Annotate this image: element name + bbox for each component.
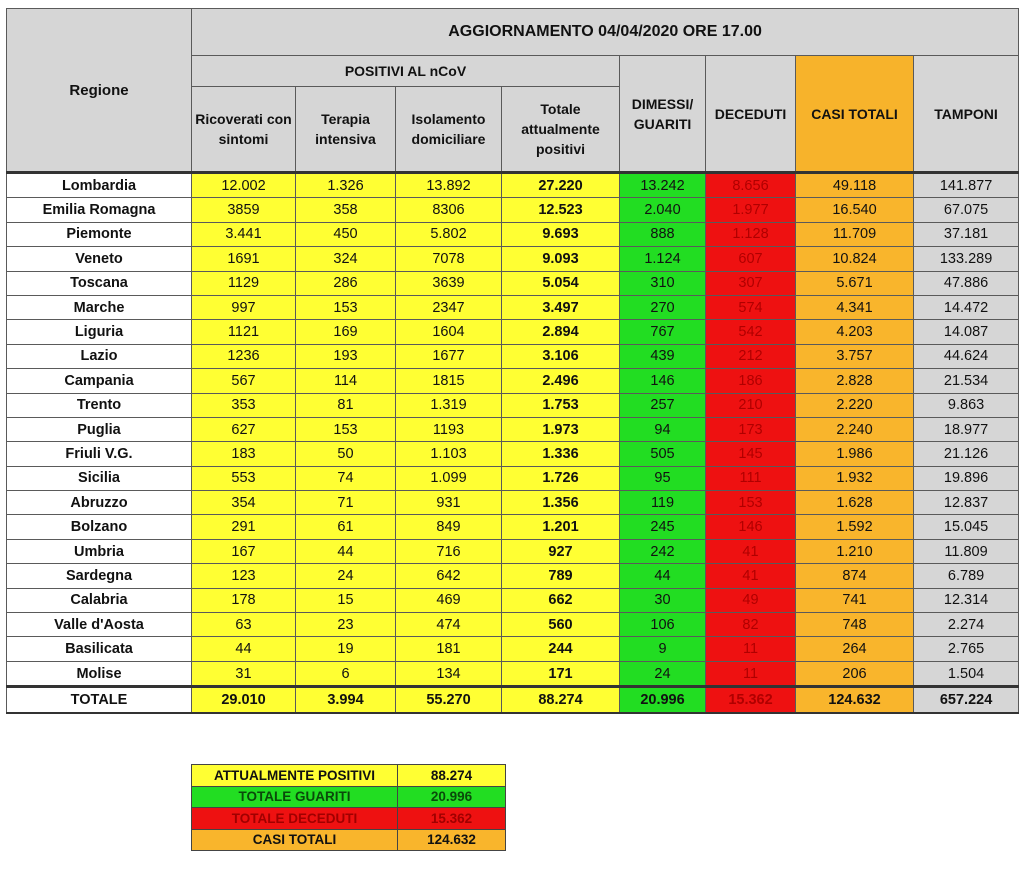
totale-positivi-cell: 2.894: [502, 320, 620, 344]
deceduti-cell: 145: [706, 442, 796, 466]
guariti-cell: 95: [620, 466, 706, 490]
summary-label: TOTALE DECEDUTI: [192, 808, 398, 830]
casi-totali-cell: 1.628: [796, 491, 914, 515]
table-row: [7, 661, 1019, 686]
deceduti-cell: 574: [706, 295, 796, 319]
ricoverati-cell: 997: [192, 295, 296, 319]
guariti-cell: 13.242: [620, 173, 706, 198]
totale-positivi-cell: 244: [502, 637, 620, 661]
tamponi-header: TAMPONI: [914, 56, 1019, 173]
region-cell: Emilia Romagna: [7, 198, 192, 222]
ricoverati-cell: 12.002: [192, 173, 296, 198]
isolamento-cell: 931: [396, 491, 502, 515]
region-cell: Calabria: [7, 588, 192, 612]
region-cell: Friuli V.G.: [7, 442, 192, 466]
terapia-cell: 71: [296, 491, 396, 515]
ricoverati-header: Ricoverati con sintomi: [192, 87, 296, 173]
totale-positivi-cell: 9.693: [502, 222, 620, 246]
summary-value: 15.362: [398, 808, 506, 830]
deceduti-header: DECEDUTI: [706, 56, 796, 173]
deceduti-cell: 82: [706, 613, 796, 637]
table-body: [7, 173, 1019, 713]
tamponi-cell: 12.837: [914, 491, 1019, 515]
terapia-cell: 114: [296, 369, 396, 393]
isolamento-cell: 55.270: [396, 687, 502, 713]
region-cell: Piemonte: [7, 222, 192, 246]
guariti-cell: 146: [620, 369, 706, 393]
guariti-cell: 270: [620, 295, 706, 319]
tamponi-cell: 141.877: [914, 173, 1019, 198]
table-row: [7, 344, 1019, 368]
totale-positivi-cell: 9.093: [502, 247, 620, 271]
casi-totali-header: CASI TOTALI: [796, 56, 914, 173]
table-row: [7, 173, 1019, 198]
guariti-cell: 106: [620, 613, 706, 637]
totale-positivi-cell: 662: [502, 588, 620, 612]
isolamento-cell: 1677: [396, 344, 502, 368]
tamponi-cell: 133.289: [914, 247, 1019, 271]
isolamento-cell: 3639: [396, 271, 502, 295]
ricoverati-cell: 178: [192, 588, 296, 612]
summary-table: [191, 764, 506, 851]
table-row: [7, 637, 1019, 661]
casi-totali-cell: 3.757: [796, 344, 914, 368]
ricoverati-cell: 123: [192, 564, 296, 588]
totale-positivi-cell: 2.496: [502, 369, 620, 393]
casi-totali-cell: 1.932: [796, 466, 914, 490]
ricoverati-cell: 3859: [192, 198, 296, 222]
table-row: [7, 247, 1019, 271]
summary-value: 124.632: [398, 829, 506, 851]
isolamento-cell: 716: [396, 539, 502, 563]
totale-positivi-cell: 1.201: [502, 515, 620, 539]
guariti-cell: 30: [620, 588, 706, 612]
region-cell: Molise: [7, 661, 192, 686]
deceduti-cell: 1.977: [706, 198, 796, 222]
terapia-cell: 1.326: [296, 173, 396, 198]
casi-totali-cell: 11.709: [796, 222, 914, 246]
table-row: [7, 613, 1019, 637]
deceduti-cell: 153: [706, 491, 796, 515]
deceduti-cell: 41: [706, 539, 796, 563]
ricoverati-cell: 1121: [192, 320, 296, 344]
terapia-cell: 358: [296, 198, 396, 222]
deceduti-cell: 307: [706, 271, 796, 295]
dimessi-header: DIMESSI/ GUARITI: [620, 56, 706, 173]
deceduti-cell: 210: [706, 393, 796, 417]
deceduti-cell: 173: [706, 417, 796, 441]
terapia-cell: 61: [296, 515, 396, 539]
deceduti-cell: 11: [706, 661, 796, 686]
tamponi-cell: 657.224: [914, 687, 1019, 713]
deceduti-cell: 1.128: [706, 222, 796, 246]
table-row: [7, 491, 1019, 515]
casi-totali-cell: 124.632: [796, 687, 914, 713]
casi-totali-cell: 16.540: [796, 198, 914, 222]
table-row: [7, 515, 1019, 539]
tamponi-cell: 44.624: [914, 344, 1019, 368]
region-cell: Valle d'Aosta: [7, 613, 192, 637]
guariti-cell: 9: [620, 637, 706, 661]
region-cell: Bolzano: [7, 515, 192, 539]
terapia-cell: 6: [296, 661, 396, 686]
casi-totali-cell: 4.341: [796, 295, 914, 319]
ricoverati-cell: 567: [192, 369, 296, 393]
casi-totali-cell: 10.824: [796, 247, 914, 271]
region-header: Regione: [7, 9, 192, 173]
guariti-cell: 888: [620, 222, 706, 246]
deceduti-cell: 186: [706, 369, 796, 393]
isolamento-cell: 1.099: [396, 466, 502, 490]
table-row: [7, 466, 1019, 490]
isolamento-cell: 181: [396, 637, 502, 661]
terapia-cell: 74: [296, 466, 396, 490]
guariti-cell: 94: [620, 417, 706, 441]
guariti-cell: 245: [620, 515, 706, 539]
isolamento-cell: 5.802: [396, 222, 502, 246]
region-cell: Lombardia: [7, 173, 192, 198]
terapia-cell: 286: [296, 271, 396, 295]
isolamento-cell: 7078: [396, 247, 502, 271]
deceduti-cell: 542: [706, 320, 796, 344]
ricoverati-cell: 1129: [192, 271, 296, 295]
guariti-cell: 44: [620, 564, 706, 588]
casi-totali-cell: 748: [796, 613, 914, 637]
terapia-cell: 81: [296, 393, 396, 417]
casi-totali-cell: 264: [796, 637, 914, 661]
tamponi-cell: 47.886: [914, 271, 1019, 295]
isolamento-cell: 1.319: [396, 393, 502, 417]
guariti-cell: 767: [620, 320, 706, 344]
totale-positivi-cell: 1.726: [502, 466, 620, 490]
guariti-cell: 257: [620, 393, 706, 417]
isolamento-cell: 469: [396, 588, 502, 612]
tamponi-cell: 14.472: [914, 295, 1019, 319]
isolamento-cell: 1815: [396, 369, 502, 393]
region-cell: Puglia: [7, 417, 192, 441]
isolamento-cell: 134: [396, 661, 502, 686]
deceduti-cell: 49: [706, 588, 796, 612]
totale-positivi-cell: 171: [502, 661, 620, 686]
isolamento-header: Isolamento domiciliare: [396, 87, 502, 173]
deceduti-cell: 11: [706, 637, 796, 661]
ricoverati-cell: 291: [192, 515, 296, 539]
casi-totali-cell: 1.986: [796, 442, 914, 466]
isolamento-cell: 642: [396, 564, 502, 588]
terapia-cell: 169: [296, 320, 396, 344]
table-row: [7, 271, 1019, 295]
ricoverati-cell: 183: [192, 442, 296, 466]
totale-positivi-cell: 3.106: [502, 344, 620, 368]
terapia-cell: 3.994: [296, 687, 396, 713]
casi-totali-cell: 49.118: [796, 173, 914, 198]
terapia-cell: 324: [296, 247, 396, 271]
terapia-cell: 153: [296, 295, 396, 319]
tamponi-cell: 21.534: [914, 369, 1019, 393]
guariti-cell: 310: [620, 271, 706, 295]
table-row: [7, 588, 1019, 612]
tamponi-cell: 67.075: [914, 198, 1019, 222]
totale-positivi-cell: 1.753: [502, 393, 620, 417]
tamponi-cell: 15.045: [914, 515, 1019, 539]
totale-positivi-cell: 1.336: [502, 442, 620, 466]
deceduti-cell: 212: [706, 344, 796, 368]
terapia-cell: 19: [296, 637, 396, 661]
isolamento-cell: 1193: [396, 417, 502, 441]
isolamento-cell: 849: [396, 515, 502, 539]
table-row: [7, 369, 1019, 393]
summary-label: TOTALE GUARITI: [192, 786, 398, 808]
table-row: [7, 539, 1019, 563]
totals-row: [7, 687, 1019, 713]
terapia-cell: 450: [296, 222, 396, 246]
tamponi-cell: 37.181: [914, 222, 1019, 246]
terapia-cell: 23: [296, 613, 396, 637]
casi-totali-cell: 741: [796, 588, 914, 612]
summary-value: 88.274: [398, 765, 506, 787]
terapia-cell: 24: [296, 564, 396, 588]
ricoverati-cell: 354: [192, 491, 296, 515]
ricoverati-cell: 44: [192, 637, 296, 661]
guariti-cell: 505: [620, 442, 706, 466]
tamponi-cell: 11.809: [914, 539, 1019, 563]
totale-positivi-cell: 789: [502, 564, 620, 588]
totale-positivi-cell: 3.497: [502, 295, 620, 319]
region-cell: Liguria: [7, 320, 192, 344]
guariti-cell: 439: [620, 344, 706, 368]
table-row: [7, 222, 1019, 246]
guariti-cell: 1.124: [620, 247, 706, 271]
ricoverati-cell: 31: [192, 661, 296, 686]
terapia-cell: 50: [296, 442, 396, 466]
table-row: [7, 295, 1019, 319]
isolamento-cell: 1604: [396, 320, 502, 344]
ricoverati-cell: 29.010: [192, 687, 296, 713]
guariti-cell: 119: [620, 491, 706, 515]
casi-totali-cell: 4.203: [796, 320, 914, 344]
summary-row: [192, 808, 506, 830]
region-cell: Marche: [7, 295, 192, 319]
summary-value: 20.996: [398, 786, 506, 808]
totale-positivi-cell: 88.274: [502, 687, 620, 713]
region-cell: Campania: [7, 369, 192, 393]
casi-totali-cell: 5.671: [796, 271, 914, 295]
summary-row: [192, 786, 506, 808]
guariti-cell: 20.996: [620, 687, 706, 713]
casi-totali-cell: 2.828: [796, 369, 914, 393]
summary-row: [192, 829, 506, 851]
table-row: [7, 393, 1019, 417]
isolamento-cell: 474: [396, 613, 502, 637]
casi-totali-cell: 1.210: [796, 539, 914, 563]
region-cell: Lazio: [7, 344, 192, 368]
guariti-cell: 2.040: [620, 198, 706, 222]
casi-totali-cell: 2.220: [796, 393, 914, 417]
deceduti-cell: 146: [706, 515, 796, 539]
region-cell: Basilicata: [7, 637, 192, 661]
isolamento-cell: 8306: [396, 198, 502, 222]
table-row: [7, 198, 1019, 222]
tamponi-cell: 6.789: [914, 564, 1019, 588]
casi-totali-cell: 2.240: [796, 417, 914, 441]
isolamento-cell: 2347: [396, 295, 502, 319]
region-cell: Toscana: [7, 271, 192, 295]
tamponi-cell: 14.087: [914, 320, 1019, 344]
terapia-cell: 15: [296, 588, 396, 612]
totale-positivi-cell: 5.054: [502, 271, 620, 295]
tamponi-cell: 21.126: [914, 442, 1019, 466]
totale-positivi-cell: 1.356: [502, 491, 620, 515]
deceduti-cell: 111: [706, 466, 796, 490]
region-cell: Sicilia: [7, 466, 192, 490]
ricoverati-cell: 553: [192, 466, 296, 490]
totale-positivi-cell: 27.220: [502, 173, 620, 198]
totale-positivi-cell: 560: [502, 613, 620, 637]
summary-row: [192, 765, 506, 787]
tamponi-cell: 19.896: [914, 466, 1019, 490]
covid-data-table: [6, 8, 1019, 714]
deceduti-cell: 41: [706, 564, 796, 588]
guariti-cell: 242: [620, 539, 706, 563]
terapia-cell: 153: [296, 417, 396, 441]
region-cell: Veneto: [7, 247, 192, 271]
totale-positivi-cell: 927: [502, 539, 620, 563]
tamponi-cell: 9.863: [914, 393, 1019, 417]
isolamento-cell: 1.103: [396, 442, 502, 466]
tamponi-cell: 1.504: [914, 661, 1019, 686]
isolamento-cell: 13.892: [396, 173, 502, 198]
totale-positivi-header: Totale attualmente positivi: [502, 87, 620, 173]
deceduti-cell: 8.656: [706, 173, 796, 198]
tamponi-cell: 2.274: [914, 613, 1019, 637]
deceduti-cell: 15.362: [706, 687, 796, 713]
tamponi-cell: 2.765: [914, 637, 1019, 661]
deceduti-cell: 607: [706, 247, 796, 271]
ricoverati-cell: 3.441: [192, 222, 296, 246]
positivi-group-header: POSITIVI AL nCoV: [192, 56, 620, 87]
summary-label: ATTUALMENTE POSITIVI: [192, 765, 398, 787]
table-row: [7, 564, 1019, 588]
ricoverati-cell: 627: [192, 417, 296, 441]
totale-positivi-cell: 1.973: [502, 417, 620, 441]
region-cell: Abruzzo: [7, 491, 192, 515]
terapia-cell: 193: [296, 344, 396, 368]
guariti-cell: 24: [620, 661, 706, 686]
table-row: [7, 320, 1019, 344]
terapia-cell: 44: [296, 539, 396, 563]
ricoverati-cell: 353: [192, 393, 296, 417]
update-title: AGGIORNAMENTO 04/04/2020 ORE 17.00: [192, 9, 1019, 56]
casi-totali-cell: 874: [796, 564, 914, 588]
ricoverati-cell: 1236: [192, 344, 296, 368]
tamponi-cell: 12.314: [914, 588, 1019, 612]
totale-positivi-cell: 12.523: [502, 198, 620, 222]
summary-label: CASI TOTALI: [192, 829, 398, 851]
region-cell: TOTALE: [7, 687, 192, 713]
ricoverati-cell: 63: [192, 613, 296, 637]
table-row: [7, 442, 1019, 466]
tamponi-cell: 18.977: [914, 417, 1019, 441]
casi-totali-cell: 1.592: [796, 515, 914, 539]
casi-totali-cell: 206: [796, 661, 914, 686]
terapia-header: Terapia intensiva: [296, 87, 396, 173]
region-cell: Sardegna: [7, 564, 192, 588]
ricoverati-cell: 167: [192, 539, 296, 563]
region-cell: Umbria: [7, 539, 192, 563]
table-row: [7, 417, 1019, 441]
ricoverati-cell: 1691: [192, 247, 296, 271]
region-cell: Trento: [7, 393, 192, 417]
